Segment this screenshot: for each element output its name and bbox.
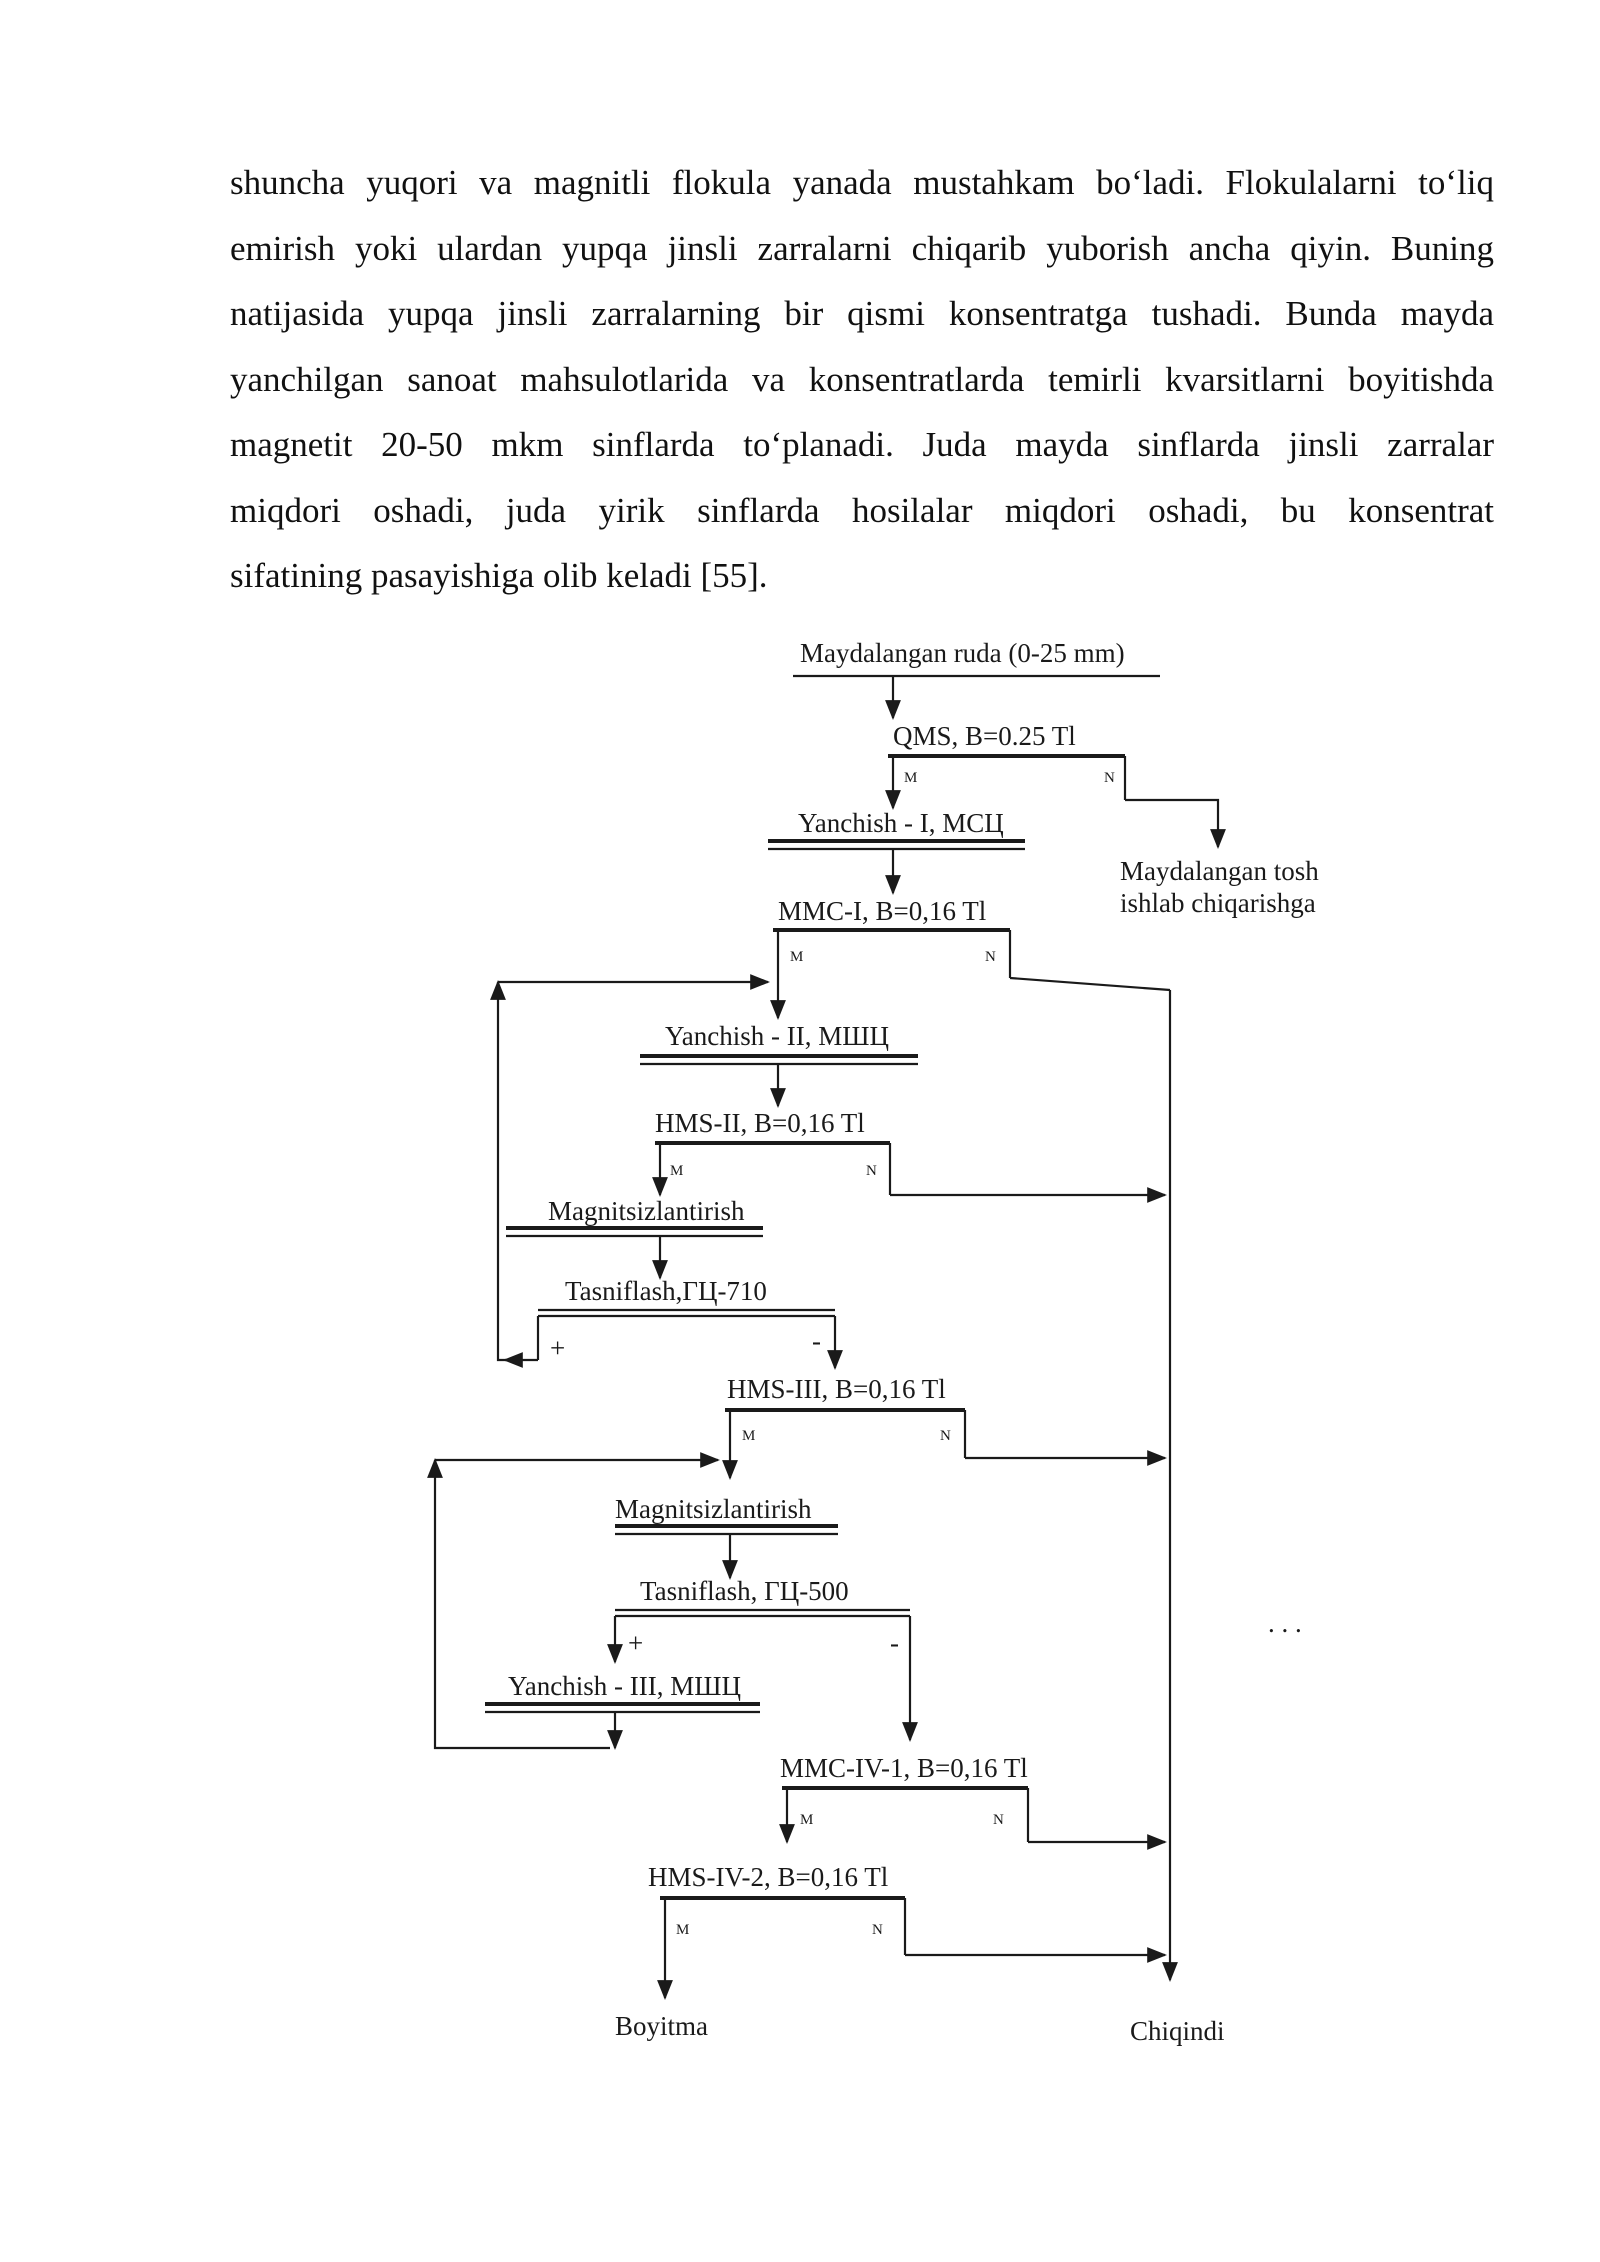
paragraph-line: miqdori oshadi, juda yirik sinflarda hosilalar miqdori oshadi, bu konsentrat bbox=[230, 490, 1494, 530]
nonmagnetic-label: N bbox=[872, 1922, 883, 1938]
magnetic-label: M bbox=[742, 1428, 756, 1444]
classification-1-label: Tasniflash,ГЦ-710 bbox=[565, 1276, 767, 1306]
oversize-label: + bbox=[628, 1628, 644, 1658]
nonmagnetic-label: N bbox=[993, 1812, 1004, 1828]
concentrate-output-label: Boyitma bbox=[615, 2011, 708, 2041]
flow-line bbox=[1010, 978, 1170, 990]
tailings-output-label: Chiqindi bbox=[1130, 2016, 1225, 2046]
qms-separator-label: QMS, B=0.25 Tl bbox=[893, 721, 1076, 751]
oversize-label: + bbox=[550, 1333, 566, 1363]
demagnetization-1-label: Magnitsizlantirish bbox=[548, 1196, 745, 1226]
paragraph-line: emirish yoki ulardan yupqa jinsli zarralarni chiqarib yuborish ancha qiyin. Buning bbox=[230, 228, 1494, 268]
undersize-label: - bbox=[812, 1326, 821, 1356]
mmc-1-label: MMC-I, B=0,16 Tl bbox=[778, 896, 987, 926]
nonmagnetic-label: N bbox=[985, 949, 996, 965]
flow-arrow bbox=[1125, 800, 1218, 847]
nonmagnetic-label: N bbox=[1104, 770, 1115, 786]
undersize-label: - bbox=[890, 1628, 899, 1658]
nonmagnetic-label: N bbox=[940, 1428, 951, 1444]
mmc-4-label: MMC-IV-1, B=0,16 Tl bbox=[780, 1753, 1028, 1783]
input-ore-label: Maydalangan ruda (0-25 mm) bbox=[800, 638, 1125, 668]
hms-2-label: HMS-II, B=0,16 Tl bbox=[655, 1108, 865, 1138]
magnetic-label: M bbox=[676, 1922, 690, 1938]
grinding-3-label: Yanchish - III, МШЦ bbox=[508, 1671, 741, 1701]
nonmagnetic-label: N bbox=[866, 1163, 877, 1179]
grinding-2-label: Yanchish - II, МШЦ bbox=[665, 1021, 889, 1051]
hms-4-label: HMS-IV-2, B=0,16 Tl bbox=[648, 1862, 889, 1892]
ellipsis-mark: . . . bbox=[1268, 1608, 1302, 1638]
magnetic-label: M bbox=[790, 949, 804, 965]
paragraph-line: natijasida yupqa jinsli zarralarning bir qismi konsentratga tushadi. Bunda mayda bbox=[230, 294, 1494, 333]
paragraph-line: sifatining pasayishiga olib keladi [55]. bbox=[230, 556, 768, 595]
demagnetization-2-label: Magnitsizlantirish bbox=[615, 1494, 812, 1524]
recycle-line bbox=[498, 982, 518, 1360]
magnetic-label: M bbox=[800, 1812, 814, 1828]
magnetic-label: M bbox=[904, 770, 918, 786]
classification-2-label: Tasniflash, ГЦ-500 bbox=[640, 1576, 849, 1606]
hms-3-label: HMS-III, B=0,16 Tl bbox=[727, 1374, 946, 1404]
magnetic-label: M bbox=[670, 1163, 684, 1179]
paragraph-line: shuncha yuqori va magnitli flokula yanada mustahkam bo‘ladi. Flokulalarni to‘liq bbox=[230, 163, 1494, 202]
paragraph-line: magnetit 20-50 mkm sinflarda to‘planadi. Juda mayda sinflarda jinsli zarralar bbox=[230, 425, 1494, 464]
byproduct-label: Maydalangan tosh bbox=[1120, 856, 1319, 886]
byproduct-label: ishlab chiqarishga bbox=[1120, 888, 1316, 918]
grinding-1-label: Yanchish - I, МСЦ bbox=[798, 808, 1004, 838]
paragraph-line: yanchilgan sanoat mahsulotlarida va konsentratlarda temirli kvarsitlarni boyitishda bbox=[230, 359, 1494, 399]
